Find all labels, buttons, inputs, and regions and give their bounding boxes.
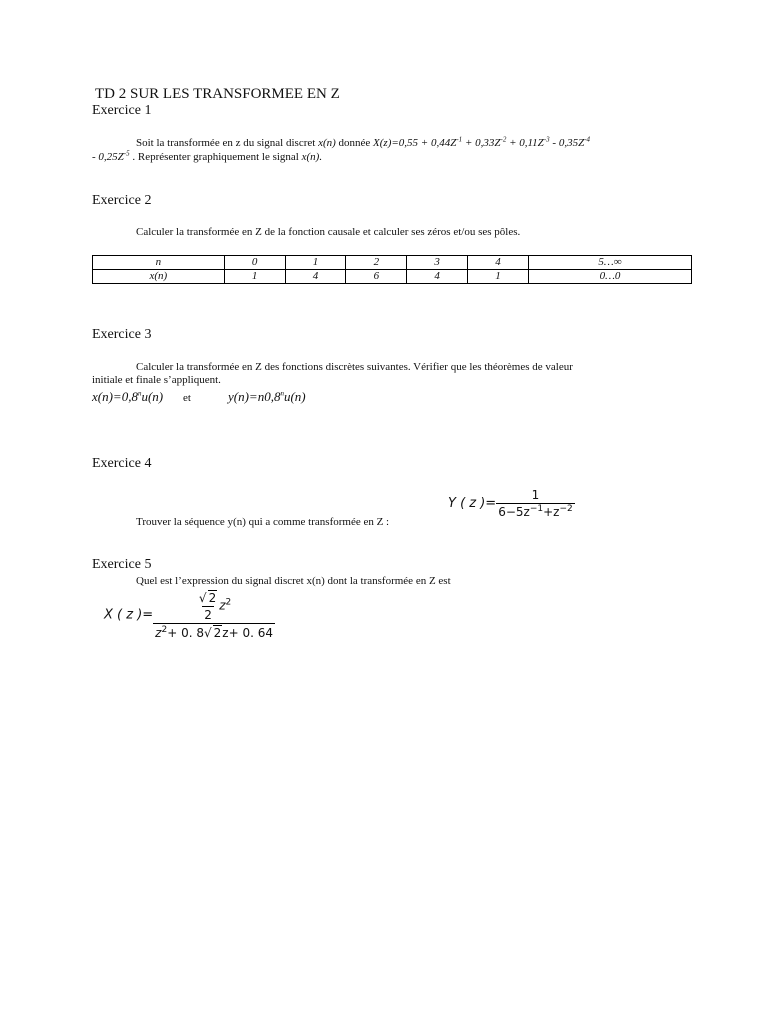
table-cell: 1 xyxy=(224,270,285,284)
xz-expression: $X(z)=0,55 + 0,44Z^{-1} + 0,33Z^{-2} + 0,11Z^{-3} - 0,35Z^{-4}$ xyxy=(373,135,591,149)
table-cell: 4 xyxy=(407,270,468,284)
exercise-4-statement: Trouver la séquence y(n) qui a comme transformée en Z : xyxy=(136,516,390,528)
xz-denominator: $z^2+ 0$. 8√ 2z+ 0. 64 xyxy=(155,625,273,640)
function-x: $x(n)=0,8^nu(n)$ xyxy=(92,389,164,404)
table-cell: 6 xyxy=(346,270,407,284)
table-cell: 1 xyxy=(468,270,529,284)
signal-symbol: x(n) xyxy=(318,137,336,149)
exercise-4-heading: Exercice 4 xyxy=(92,456,152,471)
table-cell: 2 xyxy=(346,256,407,270)
exercise-3-statement-line1: Calculer la transformée en Z des fonctions discrètes suivantes. Vérifier que les théorèmes de valeur xyxy=(136,361,573,373)
conjunction-et: et xyxy=(183,392,191,404)
table-cell: x(n) xyxy=(93,270,225,284)
xz-fraction xyxy=(153,590,275,640)
exercise-3-heading: Exercice 3 xyxy=(92,327,152,342)
exercise-2-heading: Exercice 2 xyxy=(92,193,152,208)
table-cell: 3 xyxy=(407,256,468,270)
exercise-5-statement: Quel est l’expression du signal discret x(n) dont la transformée en Z est xyxy=(136,575,451,587)
table-row xyxy=(93,256,692,270)
exercise-1-text: Soit la transformée en z du signal discret xyxy=(136,137,319,149)
table-cell: 4 xyxy=(285,270,346,284)
yz-lhs: Y ( z )= xyxy=(448,496,497,512)
table-cell: 0 xyxy=(224,256,285,270)
table-cell: 4 xyxy=(468,256,529,270)
transfer-function-y xyxy=(448,488,575,519)
xz-expression-end: - $0,25Z^{-5}$ xyxy=(92,149,130,163)
xz-lhs: X ( z )= xyxy=(104,607,154,623)
yz-denominator: $6-5z^{-1}+z^{-2}$ xyxy=(498,504,573,519)
transfer-function-x xyxy=(104,590,275,640)
exercise-1-text-given: donnée xyxy=(335,137,374,149)
exercise-1-statement-line1 xyxy=(136,137,590,149)
document-title: TD 2 SUR LES TRANSFORMEE EN Z xyxy=(95,86,340,102)
signal-values-table xyxy=(92,255,692,284)
table-cell: n xyxy=(93,256,225,270)
table-cell: 1 xyxy=(285,256,346,270)
exercise-2-statement: Calculer la transformée en Z de la fonction causale et calculer ses zéros et/ou ses pôles. xyxy=(136,226,521,238)
yz-numerator: 1 xyxy=(531,488,540,502)
table-cell: 0…0 xyxy=(528,270,691,284)
exercise-5-heading: Exercice 5 xyxy=(92,557,152,572)
xz-numerator: $\frac{√ 2}{2}$ $z^2$ xyxy=(198,591,232,622)
table-row xyxy=(93,270,692,284)
table-cell: 5…∞ xyxy=(528,256,691,270)
signal-symbol-end: x(n). xyxy=(301,151,323,163)
exercise-1-instruction: . Représenter graphiquement le signal xyxy=(129,151,302,163)
function-y: $y(n)=n0,8^nu(n)$ xyxy=(228,389,306,404)
exercise-1-heading: Exercice 1 xyxy=(92,103,152,118)
yz-fraction xyxy=(496,488,575,519)
exercise-1-statement-line2 xyxy=(92,151,322,163)
exercise-3-statement-line2: initiale et finale s’appliquent. xyxy=(92,374,221,386)
